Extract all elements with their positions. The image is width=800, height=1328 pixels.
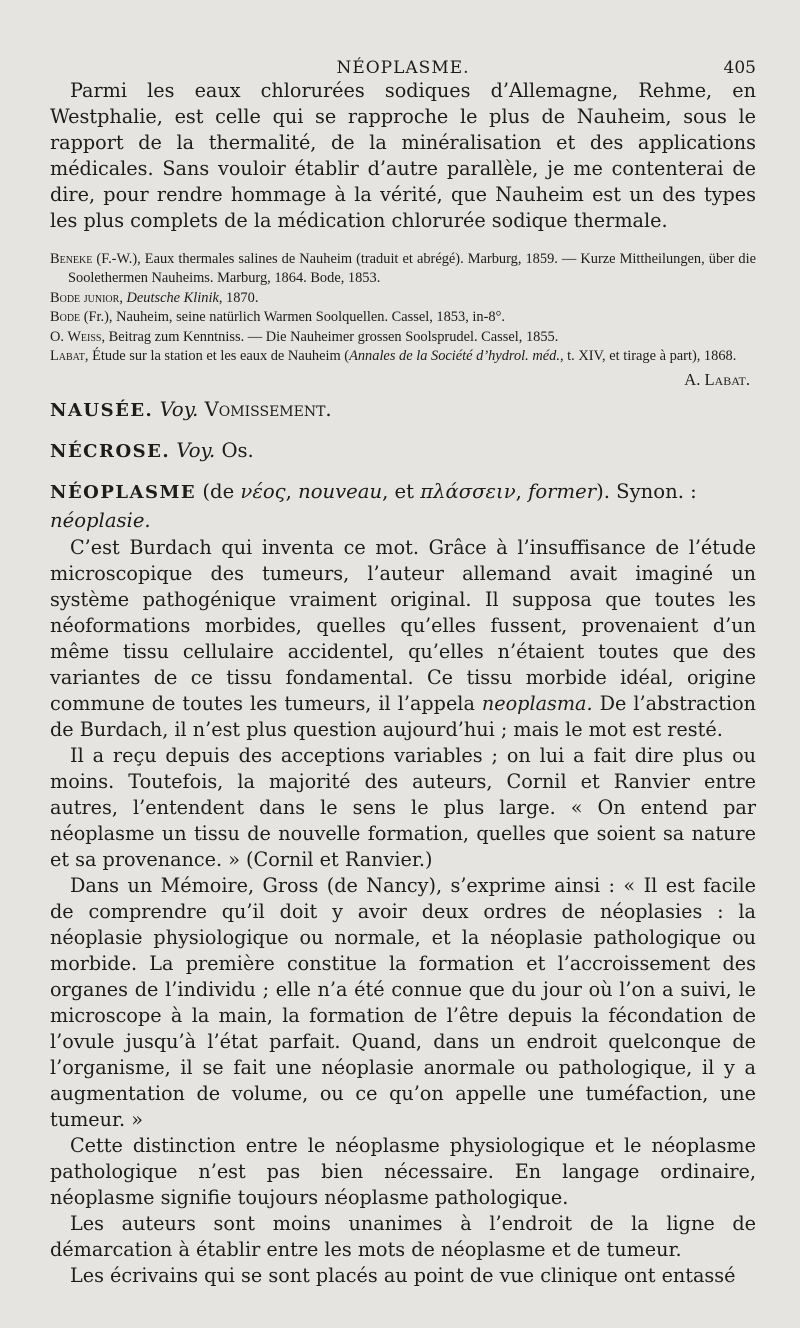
bibliography — [50, 250, 756, 366]
ref-pre: , — [119, 289, 127, 306]
entry-headword: NÉCROSE. — [50, 441, 171, 463]
bibliography-item — [50, 308, 756, 327]
bibliography-item — [50, 289, 756, 308]
ref-title: Annales de la Société d’hydrol. méd. — [349, 348, 560, 365]
greek-word: πλάσσειν — [420, 480, 516, 504]
bibliography-item — [50, 328, 756, 347]
ref-text: (Fr.), Nauheim, seine natürlich Warmen Soolquellen. Cassel, 1853, in-8°. — [80, 309, 505, 326]
synonym: néoplasie. — [50, 509, 151, 533]
entry-headword: NÉOPLASME — [50, 482, 197, 504]
entry-headword: NAUSÉE. — [50, 400, 154, 422]
ref-author: Labat — [50, 348, 85, 365]
body-paragraph: Les écrivains qui se sont placés au point de vue clinique ont entassé — [70, 1264, 736, 1288]
ref-author: Beneke — [50, 251, 93, 267]
body-paragraph: Cette distinction entre le néoplasme physiologique et le néoplasme pathologique n’est pas bien nécessaire. En langage ordinaire, néoplasme signifie toujours néoplasme pathologique. — [50, 1134, 756, 1210]
body-paragraph: Il a reçu depuis des acceptions variables ; on lui a fait dire plus ou moins. Toutefois, la majorité des auteurs, Cornil et Ranvier entre autres, l’entendent dans le sens le plus large. « On entend par néoplasme un tissu de nouvelle formation, quelles que soient sa nature et sa provenance. » (Cornil et Ranvier.) — [50, 744, 756, 872]
running-head — [50, 0, 756, 78]
gloss: former — [528, 480, 597, 504]
ref-text: , 1870. — [218, 289, 259, 306]
bibliography-item — [50, 250, 756, 289]
body-paragraph — [50, 535, 756, 743]
running-title: NÉOPLASME. — [336, 58, 470, 78]
ref-title: Deutsche Klinik — [126, 289, 219, 306]
body-paragraph: Les auteurs sont moins unanimes à l’endroit de la ligne de démarcation à établir entre les mots de néoplasme et de tumeur. — [50, 1212, 756, 1262]
ref-pre: , Étude sur la station et les eaux de Nauheim ( — [84, 348, 350, 365]
entry-cross-reference[interactable]: Vomissement. — [204, 398, 332, 422]
body-paragraph: Dans un Mémoire, Gross (de Nancy), s’exprime ainsi : « Il est facile de comprendre qu’il doit y avoir deux ordres de néoplasies : la néoplasie physiologique ou normale, et la néoplasie pathologique ou morbide. La première constitue la formation et l’accroissement des organes de l’individu ; elle n’a été connue que du jour où l’on a suivi, le microscope à la main, la formation de l’être depuis la fécondation de l’ovule jusqu’à l’état parfait. Quand, dans un endroit quelconque de l’organisme, il se fait une néoplasie anormale ou pathologique, il y a augmentation de volume, ou ce qu’on appelle une tuméfaction, une tumeur. » — [50, 874, 756, 1132]
greek-word: νέος — [240, 480, 286, 504]
ref-text: (F.-W.), Eaux thermales salines de Nauheim (traduit et abrégé). Marburg, 1859. — Kurze Mittheilungen, über die Soolethermen Nauheims. Marburg, 1864. Bode, 1853. — [68, 251, 756, 287]
bibliography-item — [50, 347, 756, 366]
paragraph-text: C’est Burdach qui inventa ce mot. Grâce à l’insuffisance de l’étude microscopique des tumeurs, l’auteur allemand avait imaginé un système pathogénique vraiment original. Il supposa que toutes les néoformations morbides, quelles qu’elles fussent, provenaient d’un même tissu cellulaire accidentel, qu’elles n’étaient toutes que des variantes de ce tissu fondamental. Ce tissu morbide idéal, origine commune de toutes les tumeurs, il l’appela — [50, 536, 756, 716]
ref-author: O. Weiss — [50, 328, 102, 345]
article-signature: A. Labat. — [684, 370, 750, 390]
entry-cross-reference[interactable]: Os. — [221, 439, 254, 463]
etymology-text: , et — [382, 480, 421, 504]
latin-term: neoplasma. — [481, 692, 593, 716]
etymology-text: , — [515, 480, 529, 504]
ref-author: Bode — [50, 309, 81, 326]
page-number: 405 — [723, 58, 756, 78]
entry-voy: Voy. — [176, 439, 216, 463]
intro-paragraph: Parmi les eaux chlorurées sodiques d’Allemagne, Rehme, en Westphalie, est celle qui se rapproche le plus de Nauheim, sous le rapport de la thermalité, de la minéralisation et des applications médicales. Sans vouloir établir d’autre parallèle, je me contenterai de dire, pour rendre hommage à la vérité, que Nauheim est un des types les plus complets de la médication chlorurée sodique thermale. — [50, 79, 756, 232]
entry-neoplasme — [50, 478, 756, 535]
etymology-text: , — [285, 480, 299, 504]
entry-nausee — [50, 396, 756, 425]
etymology-text: ). Synon. : — [596, 480, 697, 504]
entry-necrose — [50, 437, 756, 466]
ref-text: , Beitrag zum Kenntniss. — Die Nauheimer grossen Soolsprudel. Cassel, 1855. — [101, 328, 559, 345]
entry-voy: Voy. — [159, 398, 199, 422]
etymology-text: (de — [196, 480, 241, 504]
ref-text: , t. XIV, et tirage à part), 1868. — [559, 348, 737, 365]
gloss: nouveau — [298, 480, 383, 504]
paragraph-text: De l’abstraction de Burdach, il n’est plus question aujourd’hui ; mais le mot est resté. — [50, 692, 756, 742]
ref-author: Bode junior — [50, 289, 120, 306]
